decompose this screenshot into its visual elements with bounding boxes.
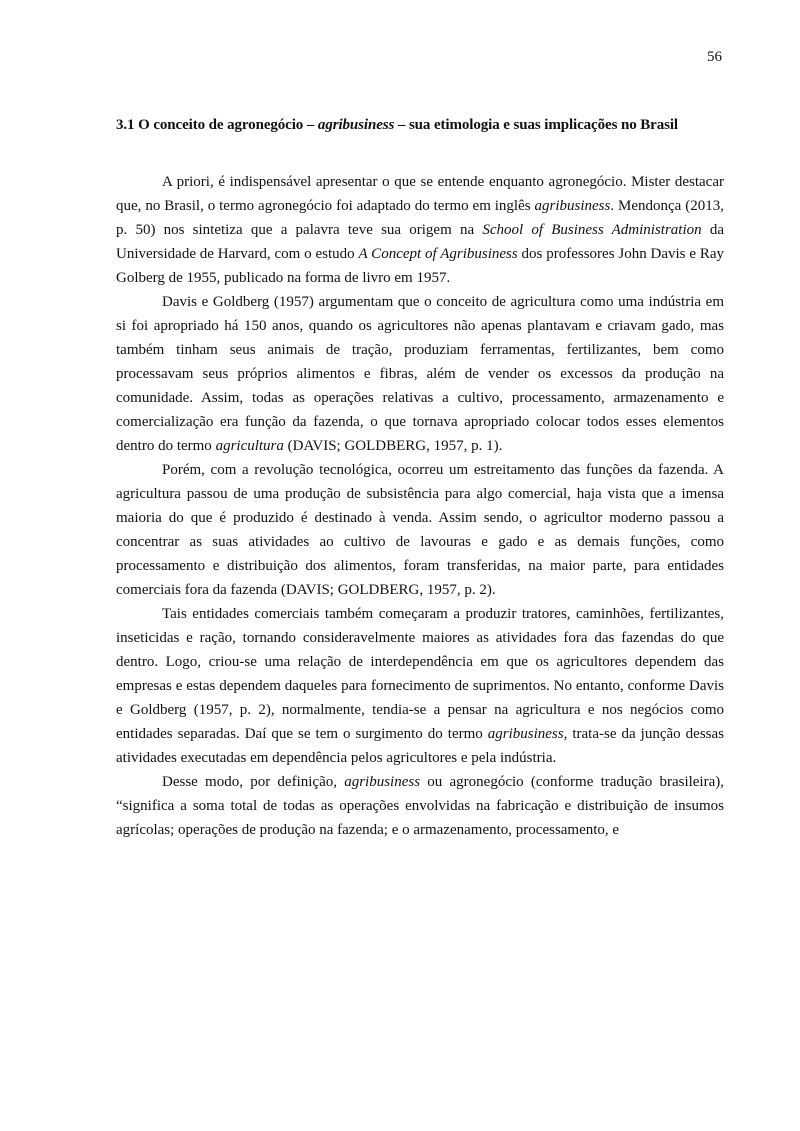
italic-term: agribusiness — [487, 726, 564, 742]
paragraph-text: Porém, com a revolução tecnológica, ocorreu um estreitamento das funções da fazenda. A agricultura passou de uma produção de subsistência para algo comercial, haja vista que a imensa maioria do que é produzido é destinado à venda. Assim sendo, o agricultor moderno passou a concentrar as suas atividades ao cultivo de lavouras e gado e as demais funções, como processamento e distribuição dos alimentos, foram transferidas, na maior parte, para entidades comerciais fora da fazenda (DAVIS; GOLDBERG, 1957, p. 2). — [116, 462, 724, 598]
italic-term: School of Business Administration — [482, 222, 702, 238]
italic-term: agribusiness — [344, 774, 421, 790]
heading-prefix: 3.1 O conceito de agronegócio – — [116, 117, 318, 133]
paragraph-text: ou agronegócio (conforme tradução brasileira), “significa a soma total de todas as operações envolvidas na fabricação e distribuição de insumos agrícolas; operações de produção na fazenda; e o armazenamento, processamento, e — [116, 774, 724, 838]
paragraph-text: dos professores John Davis e Ray Golberg de 1955, publicado na forma de livro em 1957. — [116, 246, 724, 286]
heading-italic-term: agribusiness — [317, 117, 395, 133]
paragraph-text: (DAVIS; GOLDBERG, 1957, p. 1). — [283, 438, 503, 454]
paragraph-text: Tais entidades comerciais também começaram a produzir tratores, caminhões, fertilizantes, inseticidas e ração, tornando consideravelmente maiores as atividades fora das fazendas do que dentro. Logo, criou-se uma relação de interdependência em que os agricultores dependem das empresas e estas dependem daqueles para fornecimento de suprimentos. No entanto, conforme Davis e Goldberg (1957, p. 2), normalmente, tendia-se a pensar na agricultura e nos negócios como entidades separadas. Daí que se tem o surgimento do termo — [116, 606, 724, 742]
italic-term: agricultura — [215, 438, 284, 454]
section-heading — [116, 117, 726, 134]
italic-term: agribusiness — [534, 198, 611, 214]
paragraph-text: , trata-se da junção dessas atividades executadas em dependência pelos agricultores e pela indústria. — [116, 726, 724, 766]
paragraph-text: . Mendonça (2013, p. 50) nos sintetiza que a palavra teve sua origem na — [116, 198, 724, 238]
paragraph-text: A priori, é indispensável apresentar o que se entende enquanto agronegócio. Mister destacar que, no Brasil, o termo agronegócio foi adaptado do termo em inglês — [116, 174, 724, 214]
paragraph-1 — [116, 170, 724, 290]
paragraph-text: Davis e Goldberg (1957) argumentam que o conceito de agricultura como uma indústria em si foi apropriado há 150 anos, quando os agricultores não apenas plantavam e criavam gado, mas também tinham seus animais de tração, produziam ferramentas, fertilizantes, bem como processavam seus próprios alimentos e fibras, além de vender os excessos da produção na comunidade. Assim, todas as operações relativas a cultivo, processamento, armazenamento e comercialização era função da fazenda, o que tornava apropriado colocar todos esses elementos dentro do termo — [116, 294, 724, 454]
heading-suffix: – sua etimologia e suas implicações no Brasil — [394, 117, 678, 133]
paragraph-3 — [116, 458, 724, 602]
italic-term: A Concept of Agribusiness — [358, 246, 518, 262]
paragraph-2 — [116, 290, 724, 458]
paragraph-text: Desse modo, por definição, — [162, 774, 345, 790]
paragraph-5 — [116, 770, 724, 842]
paragraph-text: da Universidade de Harvard, com o estudo — [116, 222, 724, 262]
body-text — [116, 170, 724, 842]
paragraph-4 — [116, 602, 724, 770]
page-number: 56 — [707, 49, 722, 65]
